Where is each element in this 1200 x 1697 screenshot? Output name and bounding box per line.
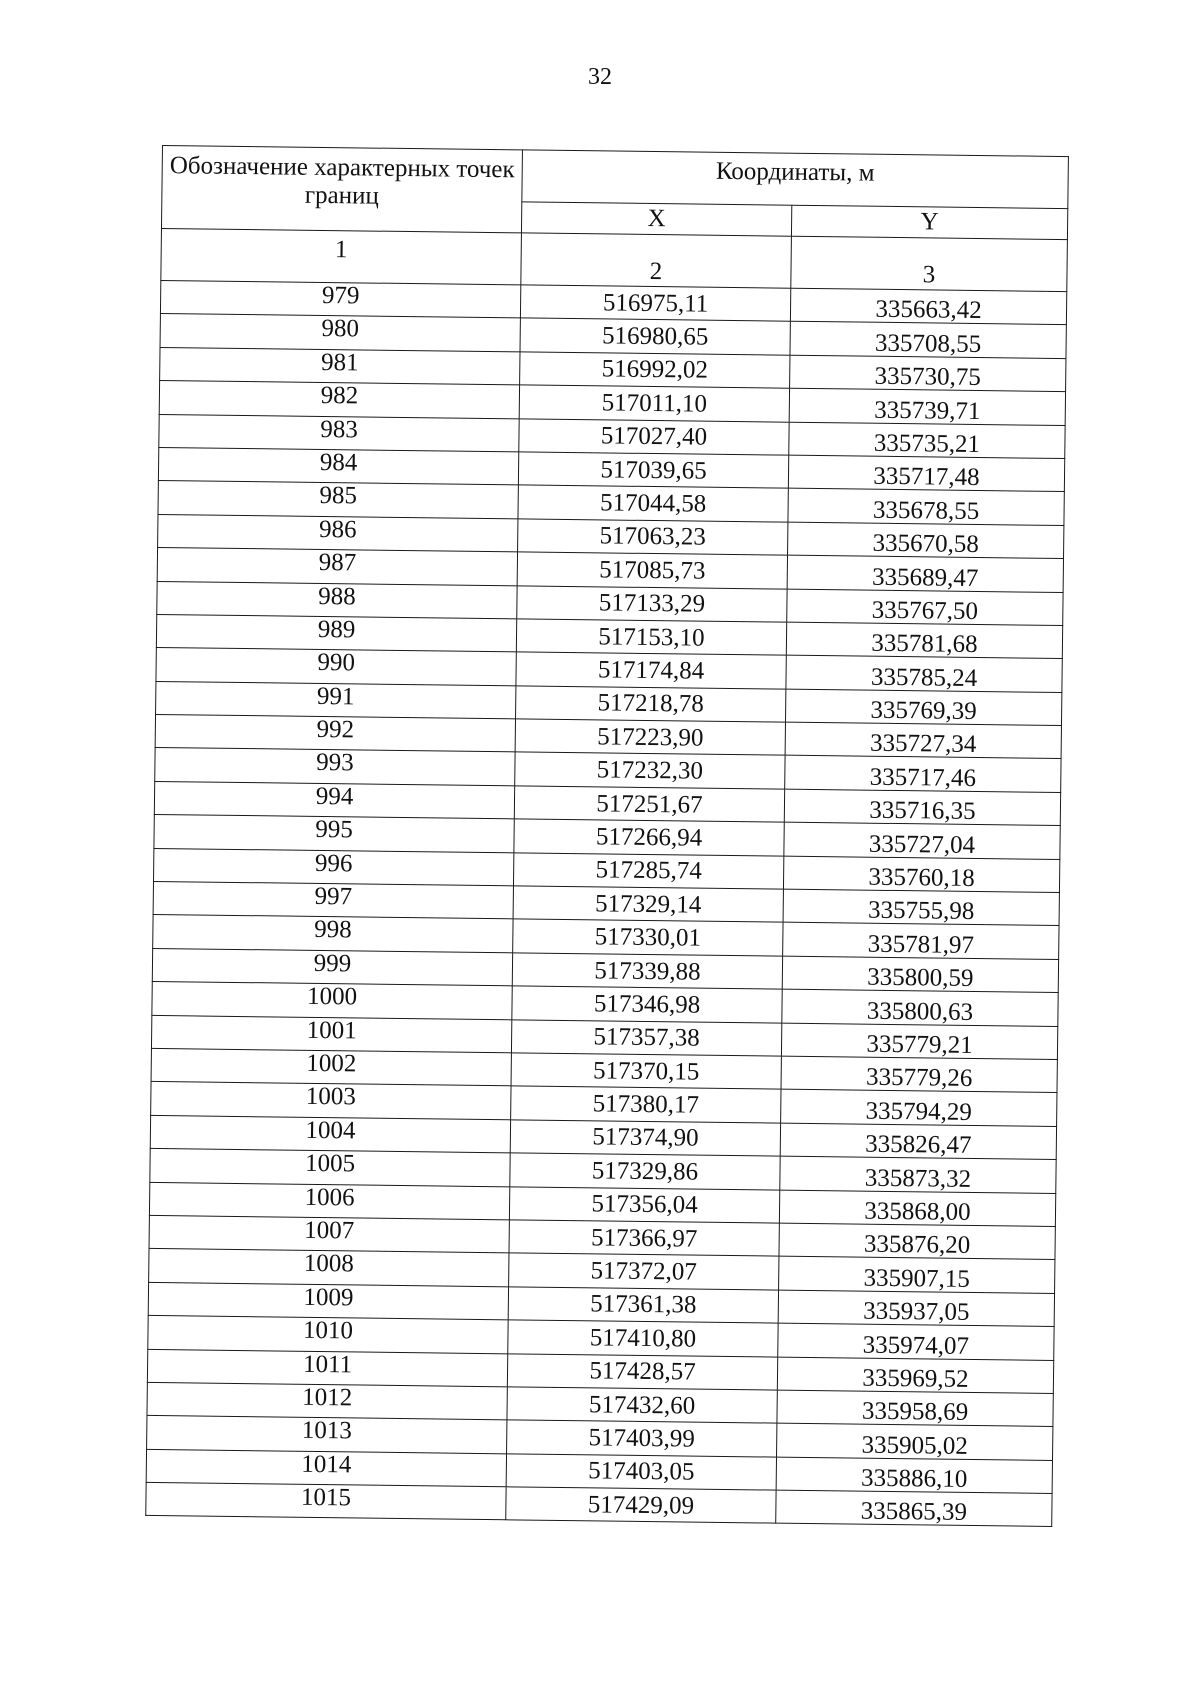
y-coordinate-cell: 335907,15: [779, 1256, 1055, 1293]
point-id-cell: 1001: [151, 1015, 511, 1053]
table-header: [161, 146, 1069, 292]
y-coordinate-cell: 335716,35: [784, 789, 1060, 826]
point-id-cell: 986: [158, 514, 518, 552]
point-id-cell: 987: [157, 548, 517, 586]
x-coordinate-cell: 517370,15: [511, 1053, 781, 1090]
x-coordinate-cell: 517366,97: [509, 1220, 779, 1257]
x-coordinate-cell: 517330,01: [513, 919, 783, 956]
y-coordinate-cell: 335794,29: [781, 1090, 1057, 1127]
x-coordinate-cell: 517357,38: [511, 1019, 781, 1056]
point-id-cell: 1011: [147, 1349, 507, 1387]
point-id-cell: 1014: [146, 1449, 506, 1487]
y-coordinate-cell: 335974,07: [778, 1323, 1054, 1360]
x-coordinate-cell: 517027,40: [519, 418, 789, 455]
y-coordinate-cell: 335730,75: [790, 355, 1066, 392]
point-id-cell: 981: [160, 347, 520, 385]
y-coordinate-cell: 335876,20: [779, 1223, 1055, 1260]
x-coordinate-cell: 517429,09: [506, 1487, 776, 1524]
x-coordinate-cell: 517403,99: [507, 1420, 777, 1457]
point-id-cell: 1013: [147, 1416, 507, 1454]
point-id-cell: 994: [154, 781, 514, 819]
y-coordinate-cell: 335969,52: [777, 1357, 1053, 1394]
coordinates-table: [145, 145, 1069, 1527]
y-coordinate-cell: 335735,21: [789, 422, 1065, 459]
point-id-cell: 979: [160, 280, 520, 318]
y-coordinate-cell: 335779,21: [781, 1023, 1057, 1060]
point-id-cell: 983: [159, 414, 519, 452]
column-number-2: 2: [521, 233, 792, 288]
y-coordinate-cell: 335781,68: [786, 622, 1062, 659]
y-coordinate-cell: 335760,18: [783, 856, 1059, 893]
y-coordinate-cell: 335717,46: [785, 756, 1061, 793]
y-coordinate-cell: 335873,32: [780, 1156, 1056, 1193]
y-coordinate-cell: 335727,04: [784, 822, 1060, 859]
x-coordinate-cell: 517223,90: [515, 719, 785, 756]
x-coordinate-cell: 517285,74: [513, 852, 783, 889]
y-coordinate-cell: 335937,05: [778, 1290, 1054, 1327]
x-coordinate-cell: 517372,07: [509, 1253, 779, 1290]
y-coordinate-cell: 335689,47: [787, 555, 1063, 592]
x-coordinate-cell: 517085,73: [517, 552, 787, 589]
y-coordinate-cell: 335717,48: [788, 455, 1064, 492]
y-coordinate-cell: 335826,47: [780, 1123, 1056, 1160]
x-coordinate-cell: 517232,30: [515, 752, 785, 789]
y-coordinate-cell: 335800,63: [782, 989, 1058, 1026]
x-coordinate-cell: 517039,65: [518, 452, 788, 489]
x-coordinate-cell: 517251,67: [514, 786, 784, 823]
y-coordinate-cell: 335755,98: [783, 889, 1059, 926]
point-id-cell: 1007: [149, 1215, 509, 1253]
x-coordinate-cell: 517346,98: [512, 986, 782, 1023]
x-coordinate-cell: 517339,88: [512, 953, 782, 990]
y-coordinate-cell: 335868,00: [779, 1190, 1055, 1227]
x-coordinate-cell: 517329,14: [513, 886, 783, 923]
x-coordinate-cell: 517063,23: [518, 519, 788, 556]
point-id-cell: 989: [156, 614, 516, 652]
x-coordinate-cell: 517432,60: [507, 1387, 777, 1424]
x-coordinate-cell: 516980,65: [520, 318, 790, 355]
y-coordinate-cell: 335785,24: [786, 655, 1062, 692]
y-coordinate-cell: 335800,59: [782, 956, 1058, 993]
y-coordinate-cell: 335779,26: [781, 1056, 1057, 1093]
point-id-cell: 1003: [151, 1082, 511, 1120]
point-id-cell: 996: [154, 848, 514, 886]
point-id-cell: 998: [153, 915, 513, 953]
point-id-cell: 1006: [149, 1182, 509, 1220]
x-coordinate-cell: 517153,10: [516, 619, 786, 656]
x-coordinate-cell: 517044,58: [518, 485, 788, 522]
x-coordinate-cell: 516992,02: [520, 352, 790, 389]
x-coordinate-cell: 517374,90: [510, 1120, 780, 1157]
page-number: 32: [588, 64, 612, 90]
x-coordinate-cell: 517361,38: [508, 1287, 778, 1324]
point-id-cell: 1000: [152, 982, 512, 1020]
x-coordinate-cell: 517403,05: [506, 1453, 776, 1490]
point-id-cell: 995: [154, 815, 514, 853]
point-id-cell: 1012: [147, 1382, 507, 1420]
column-number-1: 1: [161, 228, 522, 284]
x-coordinate-cell: 517410,80: [508, 1320, 778, 1357]
point-id-cell: 1004: [150, 1115, 510, 1153]
y-coordinate-cell: 335905,02: [777, 1423, 1053, 1460]
x-coordinate-cell: 517356,04: [509, 1186, 779, 1223]
y-coordinate-cell: 335886,10: [776, 1457, 1052, 1494]
point-id-cell: 1009: [148, 1282, 508, 1320]
point-id-cell: 997: [153, 881, 513, 919]
points-column-header: Обозначение характерных точек границ: [161, 146, 522, 233]
y-coordinate-cell: 335739,71: [789, 388, 1065, 425]
x-coordinate-cell: 517329,86: [510, 1153, 780, 1190]
y-coordinate-cell: 335958,69: [777, 1390, 1053, 1427]
point-id-cell: 984: [158, 447, 518, 485]
point-id-cell: 1010: [148, 1316, 508, 1354]
x-coordinate-cell: 516975,11: [520, 285, 790, 322]
point-id-cell: 992: [155, 715, 515, 753]
y-coordinate-cell: 335767,50: [787, 589, 1063, 626]
y-coordinate-cell: 335663,42: [790, 288, 1066, 325]
point-id-cell: 991: [156, 681, 516, 719]
x-coordinate-cell: 517174,84: [516, 652, 786, 689]
point-id-cell: 988: [157, 581, 517, 619]
coordinates-column-header: Координаты, м: [522, 150, 1069, 208]
point-id-cell: 980: [160, 314, 520, 352]
x-coordinate-cell: 517428,57: [507, 1353, 777, 1390]
x-coordinate-cell: 517218,78: [516, 686, 786, 723]
y-coordinate-cell: 335678,55: [788, 489, 1064, 526]
point-id-cell: 985: [158, 481, 518, 519]
y-column-header: Y: [791, 205, 1067, 240]
x-coordinate-cell: 517380,17: [511, 1086, 781, 1123]
x-column-header: X: [521, 202, 791, 237]
x-coordinate-cell: 517133,29: [517, 585, 787, 622]
point-id-cell: 1015: [146, 1482, 506, 1520]
y-coordinate-cell: 335769,39: [785, 689, 1061, 726]
point-id-cell: 990: [156, 648, 516, 686]
column-number-3: 3: [791, 236, 1068, 291]
y-coordinate-cell: 335727,34: [785, 722, 1061, 759]
y-coordinate-cell: 335708,55: [790, 322, 1066, 359]
point-id-cell: 993: [155, 748, 515, 786]
point-id-cell: 982: [159, 381, 519, 419]
x-coordinate-cell: 517266,94: [514, 819, 784, 856]
y-coordinate-cell: 335865,39: [776, 1490, 1052, 1527]
point-id-cell: 1008: [149, 1249, 509, 1287]
point-id-cell: 999: [152, 948, 512, 986]
point-id-cell: 1002: [151, 1048, 511, 1086]
y-coordinate-cell: 335781,97: [783, 923, 1059, 960]
y-coordinate-cell: 335670,58: [788, 522, 1064, 559]
point-id-cell: 1005: [150, 1149, 510, 1187]
x-coordinate-cell: 517011,10: [519, 385, 789, 422]
table-body: [146, 280, 1067, 1526]
